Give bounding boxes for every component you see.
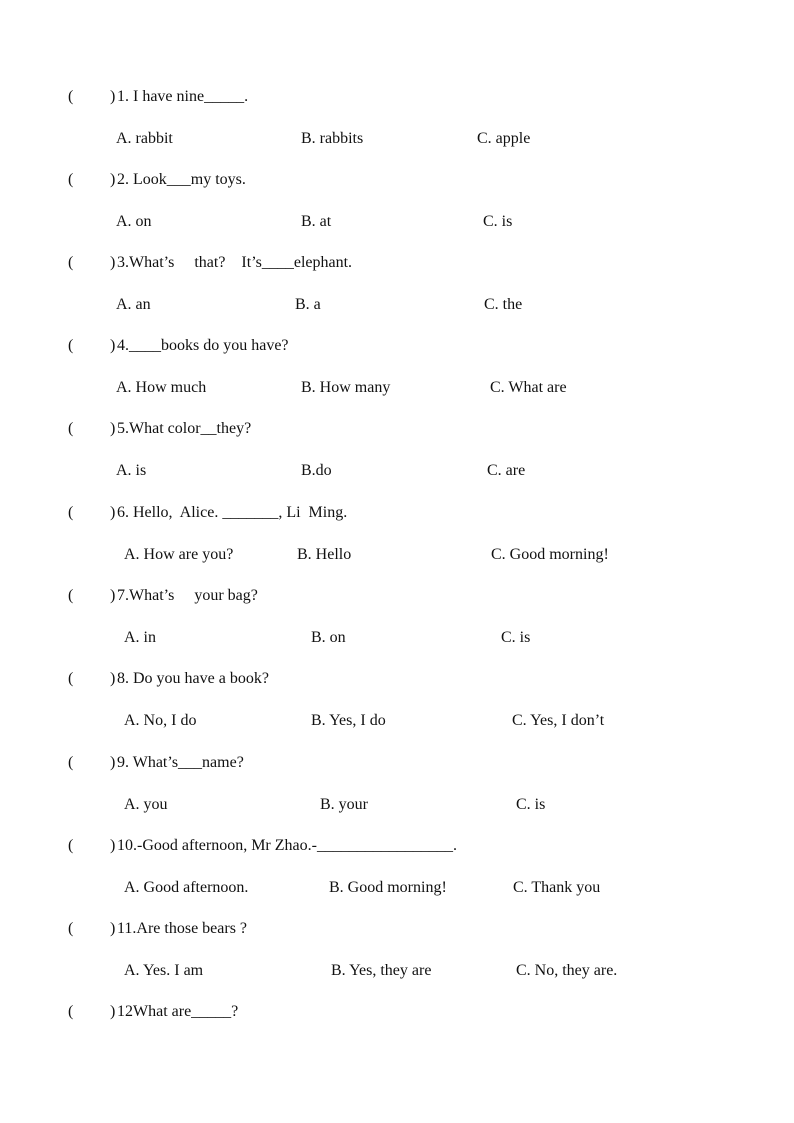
answer-paren-open: ( (68, 587, 74, 604)
question-number: 11. (117, 920, 137, 937)
option-a: A. Good afternoon. (124, 879, 249, 896)
option-c: C. are (487, 462, 526, 479)
question-text: Are those bears ? (136, 920, 248, 937)
option-c: C. the (484, 296, 523, 313)
question-stem (117, 1003, 238, 1021)
question-number: 3. (117, 254, 129, 271)
question-3 (0, 254, 794, 278)
question-text: ____books do you have? (129, 337, 289, 354)
question-4 (0, 337, 794, 361)
option-b: B. rabbits (301, 130, 364, 147)
option-b: B. your (320, 796, 368, 813)
question-text: What’s___name? (132, 754, 244, 771)
question-2 (0, 171, 794, 195)
question-stem (117, 88, 248, 106)
answer-paren-close: ) (110, 254, 116, 271)
answer-paren-close: ) (110, 337, 116, 354)
option-b: B.do (301, 462, 332, 479)
question-stem (117, 254, 352, 272)
question-number: 7. (117, 587, 129, 604)
question-number: 5. (117, 420, 129, 437)
answer-paren-close: ) (110, 504, 116, 521)
option-c: C. Yes, I don’t (512, 712, 605, 729)
answer-paren-open: ( (68, 920, 74, 937)
option-c: C. What are (490, 379, 567, 396)
option-a: A. How are you? (124, 546, 234, 563)
question-text: What are_____? (133, 1003, 239, 1020)
option-b: B. Yes, they are (331, 962, 432, 979)
option-c: C. is (516, 796, 546, 813)
answer-paren-open: ( (68, 337, 74, 354)
question-text: What color__they? (129, 420, 252, 437)
question-stem (117, 920, 247, 938)
option-b: B. a (295, 296, 321, 313)
option-b: B. at (301, 213, 332, 230)
answer-paren-open: ( (68, 420, 74, 437)
option-a: A. rabbit (116, 130, 173, 147)
option-a: A. Yes. I am (124, 962, 204, 979)
answer-paren-open: ( (68, 171, 74, 188)
option-b: B. How many (301, 379, 391, 396)
question-12 (0, 1003, 794, 1027)
option-b: B. Yes, I do (311, 712, 386, 729)
question-stem (117, 670, 269, 688)
answer-paren-close: ) (110, 754, 116, 771)
question-text: Look___my toys. (133, 171, 246, 188)
question-8 (0, 670, 794, 694)
option-c: C. No, they are. (516, 962, 618, 979)
question-text: What’s that? It’s____elephant. (129, 254, 353, 271)
question-number: 9. (117, 754, 133, 771)
answer-paren-open: ( (68, 754, 74, 771)
question-stem (117, 337, 289, 355)
question-9 (0, 754, 794, 778)
question-5 (0, 420, 794, 444)
answer-paren-open: ( (68, 88, 74, 105)
question-stem (117, 420, 251, 438)
question-number: 4. (117, 337, 129, 354)
option-c: C. Thank you (513, 879, 601, 896)
option-a: A. is (116, 462, 147, 479)
question-stem (117, 754, 244, 772)
option-a: A. in (124, 629, 156, 646)
question-text: -Good afternoon, Mr Zhao.-_________________. (137, 837, 457, 854)
option-c: C. is (483, 213, 513, 230)
question-text: Do you have a book? (133, 670, 269, 687)
question-stem (117, 587, 258, 605)
question-7 (0, 587, 794, 611)
option-a: A. No, I do (124, 712, 197, 729)
answer-paren-open: ( (68, 837, 74, 854)
option-a: A. on (116, 213, 152, 230)
option-c: C. is (501, 629, 531, 646)
answer-paren-open: ( (68, 254, 74, 271)
question-number: 6. (117, 504, 133, 521)
question-text: What’s your bag? (129, 587, 258, 604)
answer-paren-close: ) (110, 420, 116, 437)
question-text: Hello, Alice. _______, Li Ming. (133, 504, 348, 521)
answer-paren-close: ) (110, 837, 116, 854)
question-stem (117, 504, 347, 522)
option-b: B. on (311, 629, 346, 646)
question-number: 1. (117, 88, 133, 105)
question-number: 8. (117, 670, 133, 687)
option-c: C. Good morning! (491, 546, 609, 563)
answer-paren-open: ( (68, 1003, 74, 1020)
option-a: A. an (116, 296, 151, 313)
question-number: 2. (117, 171, 133, 188)
question-10 (0, 837, 794, 861)
answer-paren-close: ) (110, 587, 116, 604)
question-6 (0, 504, 794, 528)
option-b: B. Hello (297, 546, 352, 563)
question-number: 12 (117, 1003, 133, 1020)
option-a: A. you (124, 796, 168, 813)
answer-paren-close: ) (110, 1003, 116, 1020)
question-11 (0, 920, 794, 944)
option-c: C. apple (477, 130, 531, 147)
option-b: B. Good morning! (329, 879, 447, 896)
answer-paren-open: ( (68, 670, 74, 687)
question-text: I have nine_____. (133, 88, 249, 105)
question-stem (117, 837, 457, 855)
question-1 (0, 88, 794, 112)
answer-paren-close: ) (110, 171, 116, 188)
question-number: 10. (117, 837, 137, 854)
answer-paren-close: ) (110, 670, 116, 687)
question-stem (117, 171, 246, 189)
answer-paren-open: ( (68, 504, 74, 521)
option-a: A. How much (116, 379, 207, 396)
answer-paren-close: ) (110, 88, 116, 105)
answer-paren-close: ) (110, 920, 116, 937)
